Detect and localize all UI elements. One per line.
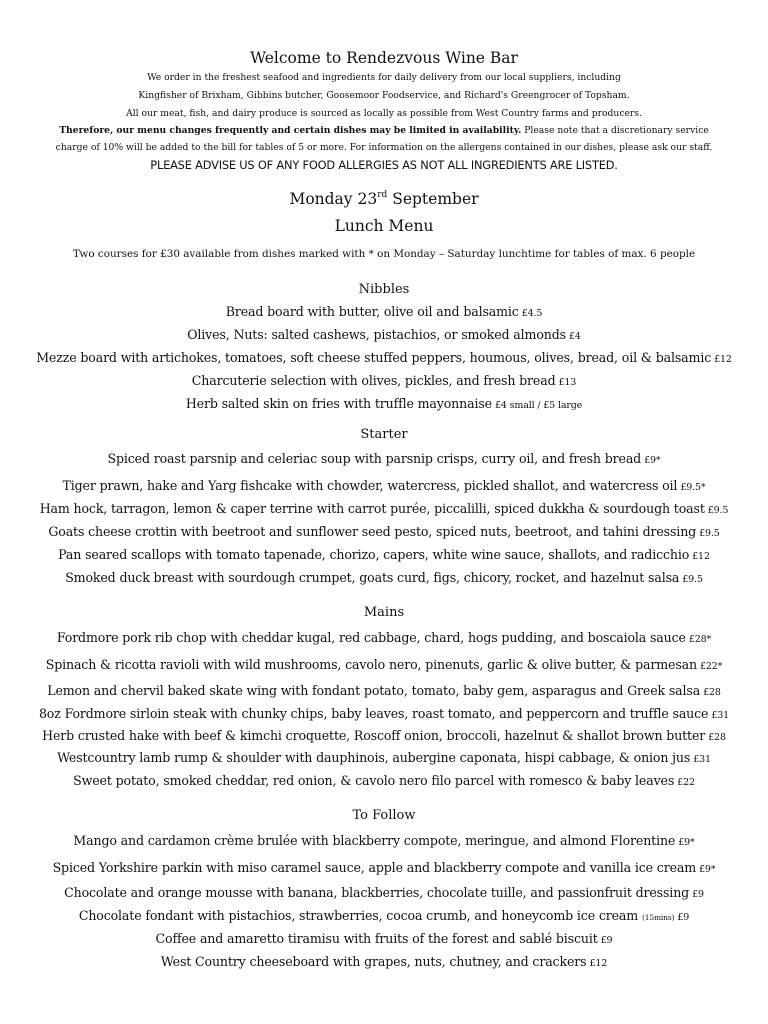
menu-item <box>0 569 768 588</box>
item-text: 8oz Fordmore sirloin steak with chunky chips, baby leaves, roast tomato, and peppercorn and truffle sauce <box>38 706 709 721</box>
item-text: Lemon and chervil baked skate wing with fondant potato, tomato, baby gem, asparagus and Greek salsa <box>47 683 701 698</box>
intro-line: We order in the freshest seafood and ingredients for daily delivery from our local suppliers, including <box>147 72 621 83</box>
menu-item <box>0 832 768 851</box>
item-text: Goats cheese crottin with beetroot and sunflower seed pesto, spiced nuts, beetroot, and tahini dressing <box>48 524 697 539</box>
item-text: Mezze board with artichokes, tomatoes, soft cheese stuffed peppers, houmous, olives, bread, oil & balsamic <box>36 350 712 365</box>
menu-item <box>0 303 768 322</box>
menu-item <box>0 884 768 903</box>
item-note: (15mins) <box>641 913 675 922</box>
menu-item <box>0 629 768 648</box>
item-text: Tiger prawn, hake and Yarg fishcake with chowder, watercress, pickled shallot, and watercress oil <box>62 478 678 493</box>
menu-item <box>0 656 768 675</box>
item-text: Mango and cardamon crème brulée with blackberry compote, meringue, and almond Florentine <box>73 833 676 848</box>
item-price: £22 <box>677 777 695 788</box>
item-price: £12 <box>714 354 732 365</box>
item-price: £9 <box>692 889 704 900</box>
menu-item <box>0 772 768 791</box>
availability-bold: Therefore, our menu changes frequently and certain dishes may be limited in availability. <box>59 125 522 136</box>
menu-item <box>0 953 768 972</box>
two-course-offer: Two courses for £30 available from dishes marked with * on Monday – Saturday lunchtime for tables of max. 6 people <box>72 248 696 260</box>
menu-item <box>0 859 768 878</box>
menu-item <box>0 907 768 926</box>
menu-item <box>0 450 768 469</box>
item-price: £9.5 <box>707 505 729 516</box>
item-price: £9.5 <box>682 574 703 585</box>
item-price: £9* <box>699 864 716 875</box>
item-price: £9 <box>600 935 613 946</box>
item-price: £9* <box>644 455 661 466</box>
section-heading-nibbles: Nibbles <box>358 282 410 297</box>
item-text: Spinach & ricotta ravioli with wild mushrooms, cavolo nero, pinenuts, garlic & olive butter, & parmesan <box>45 657 697 672</box>
menu-item <box>0 705 768 724</box>
item-price: £9.5 <box>699 528 720 539</box>
intro-line: Kingfisher of Brixham, Gibbins butcher, Goosemoor Foodservice, and Richard's Greengrocer of Topsham. <box>138 90 630 101</box>
item-price: £12 <box>589 958 608 969</box>
section-heading-to-follow: To Follow <box>352 808 416 823</box>
item-text: Coffee and amaretto tiramisu with fruits of the forest and sablé biscuit <box>155 931 598 946</box>
menu-item <box>0 395 768 414</box>
menu-item <box>0 727 768 746</box>
item-price: £12 <box>692 551 710 562</box>
item-text: Charcuterie selection with olives, pickles, and fresh bread <box>191 373 556 388</box>
item-text: Ham hock, tarragon, lemon & caper terrine with carrot purée, piccalilli, spiced dukkha & sourdough toast <box>39 501 705 516</box>
item-text: Spiced Yorkshire parkin with miso caramel sauce, apple and blackberry compote and vanilla ice cream <box>52 860 697 875</box>
item-price: £9* <box>678 837 695 848</box>
menu-item <box>0 326 768 345</box>
availability-line <box>0 125 768 137</box>
date-day: Monday 23 <box>289 190 378 208</box>
item-price: £28* <box>688 634 712 645</box>
item-text: Herb salted skin on fries with truffle mayonnaise <box>185 396 492 411</box>
item-price: £28 <box>708 732 726 743</box>
item-price: £31 <box>693 754 711 765</box>
item-price: £28 <box>703 687 721 698</box>
section-heading-mains: Mains <box>363 605 405 620</box>
section-heading-starter: Starter <box>360 427 408 442</box>
item-text: Chocolate and orange mousse with banana, blackberries, chocolate tuille, and passionfruit dressing <box>64 885 690 900</box>
item-price: £13 <box>558 377 577 388</box>
item-text: Westcountry lamb rump & shoulder with dauphinois, aubergine caponata, hispi cabbage, & onion jus <box>57 750 691 765</box>
item-text: Fordmore pork rib chop with cheddar kugal, red cabbage, chard, hogs pudding, and boscaiola sauce <box>56 630 686 645</box>
intro-line: All our meat, fish, and dairy produce is sourced as locally as possible from West Country farms and producers. <box>126 108 642 119</box>
menu-item <box>0 930 768 949</box>
item-text: Spiced roast parsnip and celeriac soup with parsnip crisps, curry oil, and fresh bread <box>107 451 642 466</box>
menu-item <box>0 477 768 496</box>
item-price: £9 <box>677 912 690 923</box>
date-month: September <box>387 190 479 208</box>
menu-item <box>0 500 768 519</box>
service-charge-line: charge of 10% will be added to the bill for tables of 5 or more. For information on the allergens contained in our dishes, please ask our staff. <box>55 142 713 153</box>
menu-item <box>0 749 768 768</box>
menu-item <box>0 523 768 542</box>
item-price: £4.5 <box>521 308 543 319</box>
availability-rest: Please note that a discretionary service <box>521 125 709 136</box>
item-text: Chocolate fondant with pistachios, strawberries, cocoa crumb, and honeycomb ice cream <box>78 908 639 923</box>
item-price: £22* <box>699 661 723 672</box>
item-text: Bread board with butter, olive oil and balsamic <box>225 304 519 319</box>
item-text: Sweet potato, smoked cheddar, red onion, & cavolo nero filo parcel with romesco & baby leaves <box>73 773 675 788</box>
menu-title: Lunch Menu <box>334 217 434 235</box>
item-text: Herb crusted hake with beef & kimchi croquette, Roscoff onion, broccoli, hazelnut & shallot brown butter <box>42 728 706 743</box>
item-price: £4 small / £5 large <box>494 400 583 411</box>
allergy-notice: PLEASE ADVISE US OF ANY FOOD ALLERGIES AS NOT ALL INGREDIENTS ARE LISTED. <box>150 158 618 172</box>
item-text: Pan seared scallops with tomato tapenade, chorizo, capers, white wine sauce, shallots, and radicchio <box>58 547 690 562</box>
menu-item <box>0 349 768 368</box>
item-text: Smoked duck breast with sourdough crumpet, goats curd, figs, chicory, rocket, and hazelnut salsa <box>65 570 680 585</box>
menu-date <box>0 189 768 209</box>
date-suffix: rd <box>377 190 388 200</box>
item-text: West Country cheeseboard with grapes, nuts, chutney, and crackers <box>160 954 587 969</box>
item-price: £4 <box>568 331 581 342</box>
item-text: Olives, Nuts: salted cashews, pistachios, or smoked almonds <box>187 327 566 342</box>
menu-item <box>0 372 768 391</box>
menu-item <box>0 546 768 565</box>
menu-item <box>0 682 768 701</box>
page-title: Welcome to Rendezvous Wine Bar <box>250 49 518 67</box>
item-price: £9.5* <box>680 482 706 493</box>
item-price: £31 <box>711 710 730 721</box>
